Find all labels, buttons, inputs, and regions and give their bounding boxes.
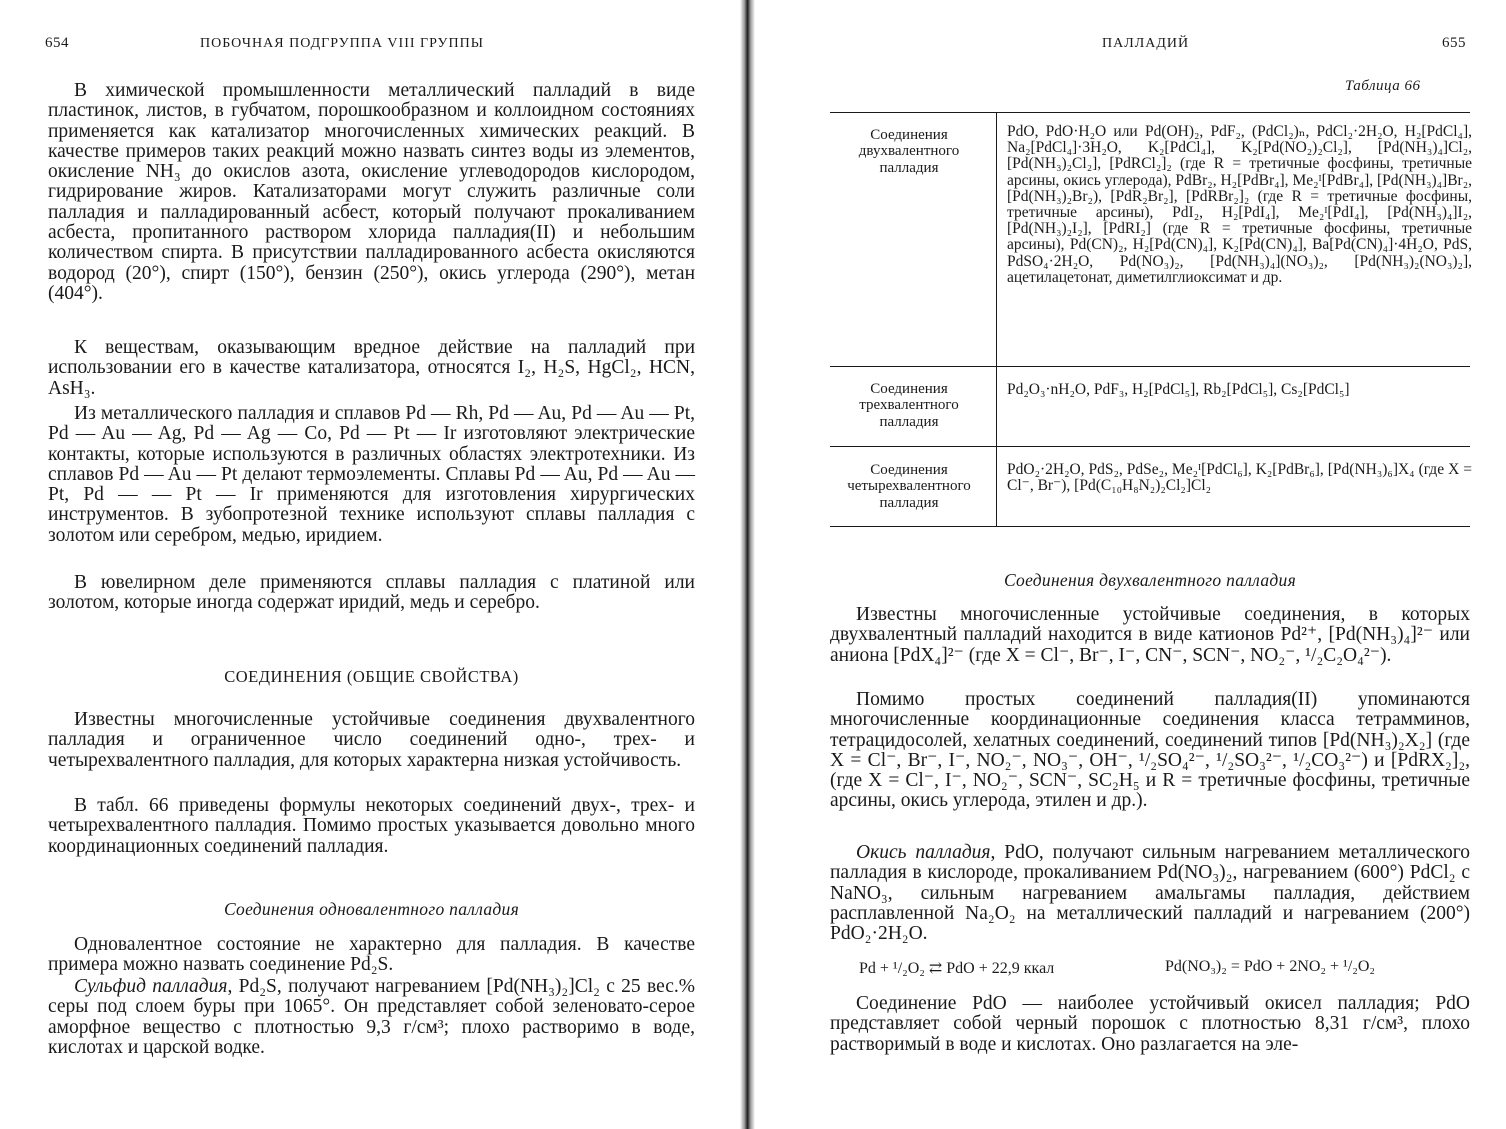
paragraph-sulfide bbox=[48, 977, 695, 1058]
paragraph-jewelry: В ювелирном деле применяются сплавы палладия с платиной или золотом, которые иногда содержат иридий, медь и серебро. bbox=[48, 572, 695, 614]
paragraph-alloys: Из металлического палладия и сплавов Pd — Rh, Pd — Au, Pd — Au — Pt, Pd — Au — Ag, Pd — Ag — Co, Pd — Pt — Ir изготовляют электрические контакты, которые используются в различных областях электротехники. Из сплавов Pd — Au — Pt делают термоэлементы. Сплавы Pd — Au, Pd — Au — Pt, Pd — — Pt — Ir применяются для изготовления хирургических инструментов. В зубопротезной технике используют сплавы палладия с золотом или серебром, медью, иридием. bbox=[48, 403, 695, 546]
paragraph-monovalent: Одновалентное состояние не характерно для палладия. В качестве примера можно назвать соединение Pd₂S. bbox=[48, 934, 695, 976]
equation-oxidation: Pd + ¹/₂O₂ ⇄ PdO + 22,9 ккал bbox=[859, 960, 1055, 977]
table-row-rule-1 bbox=[830, 366, 1470, 367]
table-row-1-category: Соединения двухвалентного палладия bbox=[858, 127, 960, 176]
subheading-monovalent: Соединения одновалентного палладия bbox=[223, 899, 520, 919]
paragraph-pdo-stable: Соединение PdO — наиболее устойчивый окисел палладия; PdO представляет собой черный порошок с плотностью 8,31 г/см³, плохо растворимый в воде и кислотах. Оно разлагается на эле- bbox=[830, 993, 1470, 1055]
paragraph-coordination: Помимо простых соединений палладия(II) упоминаются многочисленные координационные соединения класса тетрамминов, тетрацидосолей, хелатных соединений, соединений типов [Pd(NH₃)₂X₂] (где X = Cl⁻, Br⁻, I⁻, NO₂⁻, NO₃⁻, OH⁻, ¹/₂SO₄²⁻, ¹/₂SO₃²⁻, ¹/₂CO₃²⁻) и [PdRX₂]₂, (где X = Cl⁻, I⁻, NO₂⁻, SCN⁻, SC₂H₅ и R = третичные фосфины, третичные арсины, окись углерода, этилен и др.). bbox=[830, 689, 1470, 812]
subheading-divalent: Соединения двухвалентного палладия bbox=[1003, 570, 1297, 590]
table-row-1-formulas: PdO, PdO·H₂O или Pd(OH)₂, PdF₂, (PdCl₂)ₙ, PdCl₂·2H₂O, H₂[PdCl₄], Na₂[PdCl₄]·3H₂O, K₂[PdCl₄], K₂[Pd(NO₂)₂Cl₂], [Pd(NH₃)₄]Cl₂, [Pd(NH₃)₂Cl₂], [PdRCl₂]₂ (где R = третичные фосфины, третичные арсины, окись углерода), PdBr₂, H₂[PdBr₄], Me₂ᴵ[PdBr₄], [Pd(NH₃)₄]Br₂, [Pd(NH₃)₂Br₂), [PdR₂Br₂], [PdRBr₂]₂ (где R = третичные фосфины, третичные арсины), PdI₂, H₂[PdI₄], Me₂ᴵ[PdI₄], [Pd(NH₃)₄]I₂, [Pd(NH₃)₂I₂], [PdRI₂] (где R = третичные фосфины, третичные арсины), Pd(CN)₂, H₂[Pd(CN)₄], K₂[Pd(CN)₄], Ba[Pd(CN)₄]·4H₂O, PdS, PdSO₄·2H₂O, Pd(NO₃)₂, [Pd(NH₃)₄](NO₃)₂, [Pd(NH₃)₂(NO₃)₂], ацетилацетонат, диметилглиоксимат и др. bbox=[1007, 123, 1472, 286]
right-page bbox=[755, 0, 1506, 1129]
equation-decomposition: Pd(NO₃)₂ = PdO + 2NO₂ + ¹/₂O₂ bbox=[1165, 958, 1375, 975]
oxide-text: , PdO, получают сильным нагреванием металлического палладия в кислороде, прокаливанием Pd(NO₃)₂, нагреванием (600°) PdCl₂ с NaNO₃, сильным нагреванием амальгамы палладия, действием расплавленной Na₂O₂ на металлический палладий и нагреванием (200°) PdO₂·2H₂O. bbox=[830, 842, 1471, 945]
term-oxide: Окись палладия bbox=[856, 842, 991, 863]
running-title-right: ПАЛЛАДИЙ bbox=[1102, 36, 1190, 51]
table-row-rule-2 bbox=[830, 446, 1470, 447]
paragraph-known-compounds: Известны многочисленные устойчивые соединения двухвалентного палладия и ограниченное число соединений одно-, трех- и четырехвалентного палладия, для которых характерна низкая устойчивость. bbox=[48, 709, 695, 771]
running-title-left: ПОБОЧНАЯ ПОДГРУППА VIII ГРУППЫ bbox=[200, 36, 484, 51]
left-page bbox=[0, 0, 740, 1129]
paragraph-divalent: Известны многочисленные устойчивые соединения, в которых двухвалентный палладий находится в виде катионов Pd²⁺, [Pd(NH₃)₄]²⁻ или аниона [PdX₄]²⁻ (где X = Cl⁻, Br⁻, I⁻, CN⁻, SCN⁻, NO₂⁻, ¹/₂C₂O₄²⁻). bbox=[830, 604, 1470, 666]
section-heading-compounds: СОЕДИНЕНИЯ (ОБЩИЕ СВОЙСТВА) bbox=[224, 667, 519, 686]
paragraph-table-reference: В табл. 66 приведены формулы некоторых соединений двух-, трех- и четырехвалентного палладия. Помимо простых указывается довольно много координационных соединений палладия. bbox=[48, 795, 695, 857]
table-caption: Таблица 66 bbox=[1345, 78, 1421, 94]
term-sulfide: Сульфид палладия bbox=[74, 976, 228, 997]
table-row-2-category: Соединения трехвалентного палладия bbox=[859, 381, 959, 430]
paragraph-poisons: К веществам, оказывающим вредное действие на палладий при использовании его в качестве катализатора, относятся I₂, H₂S, HgCl₂, HCN, AsH₃. bbox=[48, 337, 695, 399]
table-bottom-rule bbox=[830, 526, 1470, 527]
table-top-rule bbox=[830, 112, 1470, 113]
sulfide-text: , Pd₂S, получают нагреванием [Pd(NH₃)₂]Cl₂ с 25 вес.% серы под слоем буры при 1065°. Он представляет собой зеленовато-серое аморфное вещество с плотностью 9,3 г/см³; плохо растворимо в воде, кислотах и царской водке. bbox=[48, 976, 696, 1058]
table-row-3-formulas: PdO₂·2H₂O, PdS₂, PdSe₂, Me₂ᴵ[PdCl₆], K₂[PdBr₆], [Pd(NH₃)₆]X₄ (где X = Cl⁻, Br⁻), [Pd(C₁₀H₈N₂)₂Cl₂]Cl₂ bbox=[1007, 461, 1472, 495]
table-row-3-category: Соединения четырехвалентного палладия bbox=[847, 462, 971, 511]
page-number-right: 655 bbox=[1442, 35, 1466, 51]
table-column-rule bbox=[996, 112, 997, 526]
page-number-left: 654 bbox=[45, 35, 69, 51]
table-row-2-formulas: Pd₂O₃·nH₂O, PdF₃, H₂[PdCl₅], Rb₂[PdCl₅], Cs₂[PdCl₅] bbox=[1007, 381, 1350, 398]
paragraph-catalysis: В химической промышленности металлический палладий в виде пластинок, листов, в губчатом, порошкообразном и коллоидном состояниях применяется как катализатор многочисленных химических реакций. В качестве примеров таких реакций можно назвать синтез воды из элементов, окисление NH₃ до окислов азота, окисление углеводородов кислородом, гидрирование жиров. Катализаторами могут служить различные соли палладия и палладированный асбест, который получают прокаливанием асбеста, пропитанного раствором хлорида палладия(II) и небольшим количеством спирта. В присутствии палладированного асбеста окисляются водород (20°), спирт (150°), бензин (250°), окись углерода (290°), метан (404°). bbox=[48, 80, 695, 304]
book-spine bbox=[740, 0, 755, 1129]
paragraph-oxide bbox=[830, 843, 1470, 944]
